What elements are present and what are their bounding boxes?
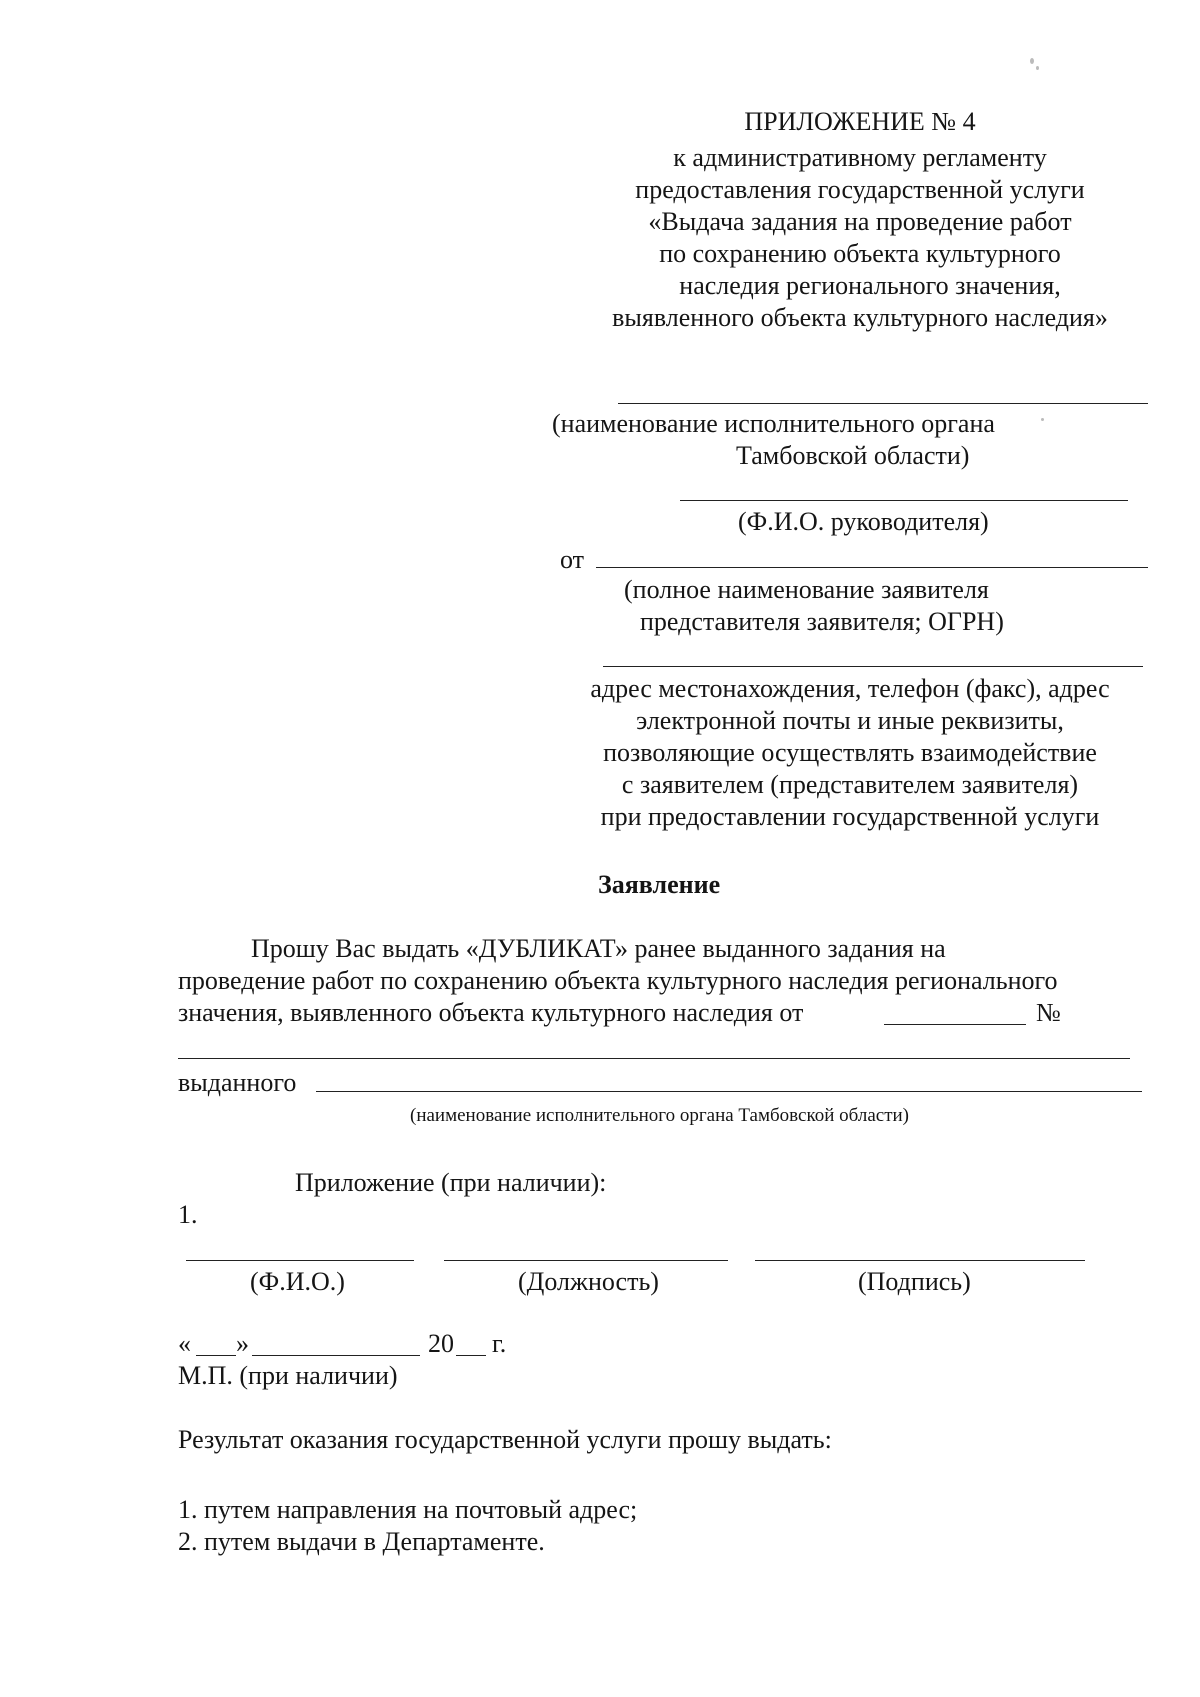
requisites-line: позволяющие осуществлять взаимодействие <box>603 738 1097 767</box>
year-field-line[interactable] <box>456 1355 486 1356</box>
appendix-title: ПРИЛОЖЕНИЕ № 4 <box>744 107 976 136</box>
statement-text: Прошу Вас выдать «ДУБЛИКАТ» ранее выданного задания на <box>251 934 946 963</box>
attachment-item: 1. <box>178 1200 198 1229</box>
issued-caption: (наименование исполнительного органа Тамбовской области) <box>410 1105 910 1126</box>
requisites-line: при предоставлении государственной услуги <box>600 802 1100 831</box>
date-field-line[interactable] <box>884 1024 1026 1025</box>
appendix-line: наследия регионального значения, <box>679 271 1061 300</box>
appendix-line: к административному регламенту <box>673 143 1047 172</box>
head-name-field-line[interactable] <box>680 500 1128 501</box>
year-suffix: г. <box>492 1329 507 1358</box>
signature-caption: (Подпись) <box>858 1267 971 1296</box>
head-caption: (Ф.И.О. руководителя) <box>738 507 989 536</box>
date-open-quote: « <box>178 1329 191 1358</box>
scan-speck <box>1030 58 1034 64</box>
fio-field-line[interactable] <box>186 1260 414 1261</box>
date-close-quote: » <box>236 1329 249 1358</box>
organ-caption: Тамбовской области) <box>736 441 970 470</box>
scan-speck <box>1041 418 1044 421</box>
statement-text: проведение работ по сохранению объекта культурного наследия регионального <box>178 966 1058 995</box>
appendix-line: выявленного объекта культурного наследия» <box>612 303 1108 332</box>
result-label: Результат оказания государственной услуги прошу выдать: <box>178 1425 832 1454</box>
year-prefix: 20 <box>428 1329 454 1358</box>
from-label: от <box>560 545 585 574</box>
requisites-line: адрес местонахождения, телефон (факс), адрес <box>590 674 1110 703</box>
appendix-line: предоставления государственной услуги <box>635 175 1085 204</box>
requisites-line: с заявителем (представителем заявителя) <box>621 770 1079 799</box>
position-field-line[interactable] <box>444 1260 728 1261</box>
task-number-field-line[interactable] <box>178 1058 1130 1059</box>
position-caption: (Должность) <box>518 1267 659 1296</box>
day-field-line[interactable] <box>196 1355 236 1356</box>
issued-label: выданного <box>178 1068 297 1097</box>
applicant-field-line[interactable] <box>596 567 1148 568</box>
stamp-label: М.П. (при наличии) <box>178 1361 398 1390</box>
result-option: 1. путем направления на почтовый адрес; <box>178 1495 638 1524</box>
fio-caption: (Ф.И.О.) <box>250 1267 345 1296</box>
applicant-caption: представителя заявителя; ОГРН) <box>640 607 1004 636</box>
appendix-line: «Выдача задания на проведение работ <box>648 207 1072 236</box>
attachments-label: Приложение (при наличии): <box>295 1168 607 1197</box>
signature-field-line[interactable] <box>755 1260 1085 1261</box>
organ-name-field-line[interactable] <box>618 403 1148 404</box>
statement-heading: Заявление <box>598 870 721 899</box>
organ-caption: (наименование исполнительного органа <box>552 409 995 438</box>
scan-speck <box>1036 66 1039 70</box>
month-field-line[interactable] <box>252 1355 420 1356</box>
appendix-line: по сохранению объекта культурного <box>659 239 1061 268</box>
number-sign: № <box>1036 998 1061 1027</box>
requisites-field-line[interactable] <box>603 666 1143 667</box>
requisites-line: электронной почты и иные реквизиты, <box>636 706 1064 735</box>
statement-text: значения, выявленного объекта культурного наследия от <box>178 998 804 1027</box>
applicant-caption: (полное наименование заявителя <box>624 575 989 604</box>
issued-by-field-line[interactable] <box>316 1091 1142 1092</box>
result-option: 2. путем выдачи в Департаменте. <box>178 1527 545 1556</box>
